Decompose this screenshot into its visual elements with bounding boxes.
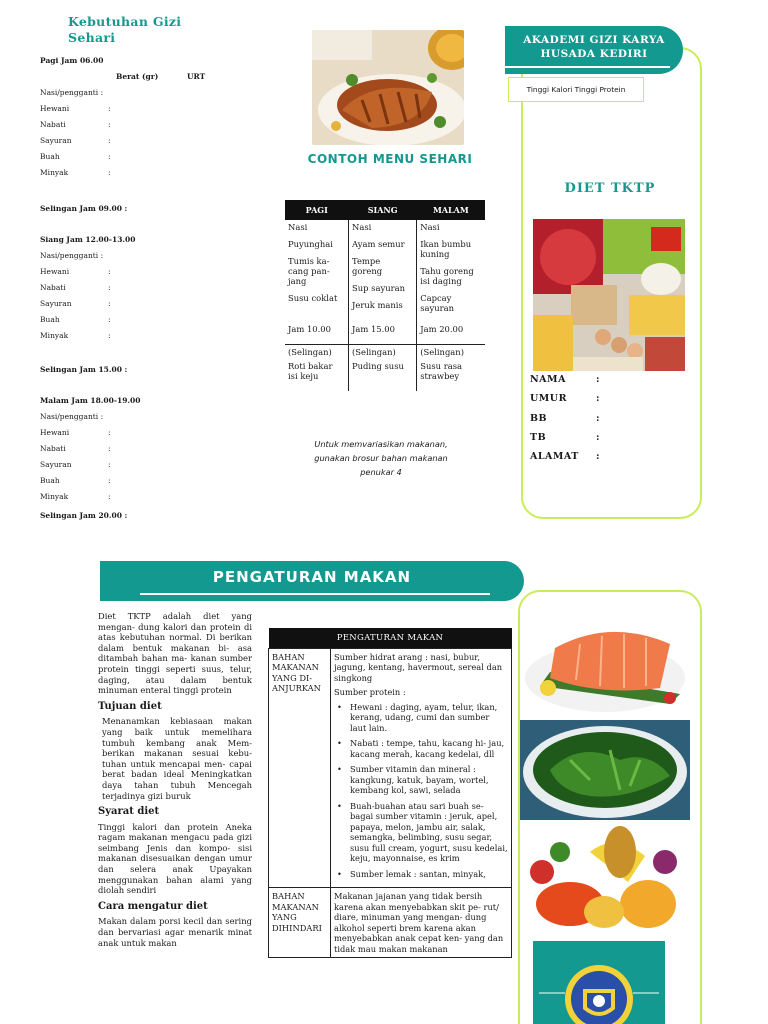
- menu-item: Nasi: [420, 222, 440, 232]
- snack-text: Puding susu: [352, 360, 404, 371]
- column-urt: URT: [187, 72, 206, 81]
- kebutuhan-item: Nabati: [40, 120, 66, 129]
- grilled-chicken-photo: [312, 30, 464, 145]
- kebutuhan-item: Sayuran: [40, 136, 72, 145]
- meal-malam-heading: Malam Jam 18.00-19.00: [40, 396, 141, 405]
- anjurkan-label: BAHAN MAKANAN YANG DI- ANJURKAN: [269, 648, 331, 888]
- jam-malam: Jam 20.00: [417, 322, 485, 344]
- menu-item: Jeruk manis: [352, 300, 403, 310]
- kebutuhan-item: Sayuran: [40, 460, 72, 469]
- menu-item: Tahu goreng isi daging: [420, 266, 474, 286]
- jam-pagi: Jam 10.00: [288, 324, 331, 334]
- snack-pagi: [285, 344, 349, 391]
- snack-text: Susu rasa strawbey: [420, 360, 463, 381]
- field-bb: BB: [530, 413, 548, 424]
- tujuan-text: Menanamkan kebiasaan makan yang baik untuk memelihara tumbuh kembang anak Mem- berikan makanan sesuai kebu- tuhan untuk mencapai men- capai berat badan ideal Meningkatkan daya tahan tubuh Mencegah terjadinya gizi buruk: [102, 716, 252, 801]
- kebutuhan-colon: :: [108, 331, 111, 340]
- kebutuhan-item: Nasi/pengganti :: [40, 88, 104, 97]
- header-malam: MALAM: [417, 200, 485, 220]
- kebutuhan-item: Nabati: [40, 444, 66, 453]
- fruit-assortment-photo: [520, 822, 690, 935]
- jam-siang: Jam 15.00: [349, 322, 417, 344]
- kebutuhan-colon: :: [108, 168, 111, 177]
- menu-item: Ikan bumbu kuning: [420, 239, 472, 259]
- meal-pagi-heading: Pagi Jam 06.00: [40, 56, 104, 65]
- akademi-logo: [533, 941, 665, 1024]
- field-colon: :: [596, 451, 600, 462]
- menu-pagi-cell: [285, 220, 349, 322]
- kebutuhan-item: Buah: [40, 152, 60, 161]
- kebutuhan-gizi-title: [68, 14, 188, 46]
- diet-description: [98, 611, 252, 950]
- kebutuhan-colon: :: [108, 444, 111, 453]
- kebutuhan-colon: :: [108, 315, 111, 324]
- food-source-list: [334, 702, 508, 880]
- list-item: • Sumber lemak : santan, minyak,: [334, 869, 508, 880]
- kebutuhan-item: Hewani: [40, 104, 70, 113]
- tujuan-heading: Tujuan diet: [98, 700, 162, 712]
- list-item: • Sumber vitamin dan mineral : kangkung, katuk, bayam, wortel, kembang kol, sawi, selada: [334, 764, 508, 796]
- hidrat-text: Sumber hidrat arang : nasi, bubur, jagung, kentang, havermout, sereal dan singkong: [334, 651, 503, 683]
- protein-label: Sumber protein :: [334, 687, 406, 697]
- menu-item: Tumis ka- cang pan- jang: [288, 256, 330, 286]
- kebutuhan-colon: :: [108, 136, 111, 145]
- snack-text: Roti bakar isi keju: [288, 360, 333, 381]
- column-berat: Berat (gr): [116, 72, 159, 81]
- kebutuhan-colon: :: [108, 476, 111, 485]
- field-colon: :: [596, 393, 600, 404]
- diet-tktp-title: DIET TKTP: [564, 181, 656, 196]
- list-item: • Nabati : tempe, tahu, kacang hi- jau, kacang merah, kacang kedelai, dll: [334, 738, 508, 759]
- kebutuhan-colon: :: [108, 492, 111, 501]
- list-item: • Buah-buahan atau sari buah se- bagai sumber vitamin : jeruk, apel, papaya, melon, jambu air, salak, semangka, belimbing, susu segar, susu full cream, yogurt, susu kedelai, keju, mayonnaise, es krim: [334, 801, 508, 864]
- menu-item: Tempe goreng: [352, 256, 383, 276]
- syarat-text: Tinggi kalori dan protein Aneka ragam makanan mengacu pada gizi seimbang Jenis dan kompo- sisi makanan disesuaikan dengan umur dan selera anak Upayakan menggunakan bahan alami yang diolah sendiri: [98, 821, 252, 896]
- tktp-subtitle: Tinggi Kalori Tinggi Protein: [508, 77, 644, 102]
- kebutuhan-item: Hewani: [40, 267, 70, 276]
- kebutuhan-colon: :: [108, 152, 111, 161]
- akademi-line-2: HUSADA KEDIRI: [540, 48, 648, 60]
- cara-heading: Cara mengatur diet: [98, 900, 208, 912]
- selingan-label: (Selingan): [420, 346, 464, 357]
- title-line-2: Sehari: [68, 30, 116, 45]
- menu-item: Nasi: [352, 222, 372, 232]
- diet-intro: Diet TKTP adalah diet yang mengan- dung kalori dan protein di atas kebutuhan normal. Di berikan dalam bentuk makanan bi- asa ditambah bahan ma- kanan sumber protein tinggi seperti suus, telur, daging, atau dalam bentuk minuman enteral tinggi protein: [98, 611, 252, 696]
- list-item: • Hewani : daging, ayam, telur, ikan, kerang, udang, cumi dan sumber laut lain.: [334, 702, 508, 734]
- kebutuhan-item: Buah: [40, 315, 60, 324]
- kebutuhan-item: Buah: [40, 476, 60, 485]
- variasi-note: Untuk memvariasikan makanan, gunakan brosur bahan makanan penukar 4: [314, 439, 448, 477]
- selingan-heading: Selingan Jam 15.00 :: [40, 365, 128, 374]
- menu-item: Nasi: [288, 222, 308, 232]
- kebutuhan-item: Minyak: [40, 492, 69, 501]
- snack-siang: [349, 344, 417, 391]
- kebutuhan-colon: :: [108, 460, 111, 469]
- kebutuhan-item: Nasi/pengganti :: [40, 251, 104, 260]
- kebutuhan-item: Minyak: [40, 331, 69, 340]
- kebutuhan-colon: :: [108, 104, 111, 113]
- selingan-label: (Selingan): [352, 346, 396, 357]
- kebutuhan-colon: :: [108, 267, 111, 276]
- contoh-menu-title: CONTOH MENU SEHARI: [307, 152, 473, 166]
- header-siang: SIANG: [349, 200, 417, 220]
- akademi-line-1: AKADEMI GIZI KARYA: [523, 34, 665, 46]
- snack-malam: [417, 344, 485, 391]
- kebutuhan-colon: :: [108, 283, 111, 292]
- kebutuhan-item: Hewani: [40, 428, 70, 437]
- banner-underline: [505, 66, 670, 68]
- syarat-heading: Syarat diet: [98, 806, 160, 818]
- menu-item: Puyunghai: [288, 239, 333, 249]
- pengaturan-makan-table: [268, 628, 512, 958]
- anjurkan-content: [331, 648, 512, 888]
- meal-siang-heading: Siang Jam 12.00-13.00: [40, 235, 136, 244]
- kebutuhan-item: Nasi/pengganti :: [40, 412, 104, 421]
- pengaturan-makan-banner: PENGATURAN MAKAN: [100, 561, 524, 601]
- kebutuhan-item: Nabati: [40, 283, 66, 292]
- field-nama: NAMA: [530, 374, 566, 385]
- kebutuhan-item: Sayuran: [40, 299, 72, 308]
- menu-item: Sup sayuran: [352, 283, 405, 293]
- menu-siang-cell: [349, 220, 417, 322]
- header-pagi: PAGI: [285, 200, 349, 220]
- field-alamat: ALAMAT: [530, 451, 579, 462]
- hindari-label: BAHAN MAKANAN YANG DIHINDARI: [269, 888, 331, 958]
- kebutuhan-item: Minyak: [40, 168, 69, 177]
- kebutuhan-colon: :: [108, 428, 111, 437]
- selingan-label: (Selingan): [288, 346, 332, 357]
- title-line-1: Kebutuhan Gizi: [68, 14, 182, 29]
- kebutuhan-colon: :: [108, 299, 111, 308]
- salmon-photo: [520, 608, 690, 718]
- field-colon: :: [596, 432, 600, 443]
- selingan-heading: Selingan Jam 20.00 :: [40, 511, 128, 520]
- banner-underline: [140, 593, 490, 595]
- field-colon: :: [596, 374, 600, 385]
- kebutuhan-colon: :: [108, 120, 111, 129]
- hindari-text: Makanan jajanan yang tidak bersih karena akan menyebabkan skit pe- rut/ diare, minuman yang mengan- dung alkohol seperti brem karena akan menyebabkan anak cepat ken- yang dan tidak mau makan makanan: [331, 888, 512, 958]
- cara-text: Makan dalam porsi kecil dan sering dan bervariasi agar menarik minat anak untuk makan: [98, 916, 252, 948]
- menu-malam-cell: [417, 220, 485, 322]
- field-colon: :: [596, 413, 600, 424]
- selingan-heading: Selingan Jam 09.00 :: [40, 204, 128, 213]
- menu-item: Capcay sayuran: [420, 293, 455, 313]
- pm-table-header: PENGATURAN MAKAN: [269, 628, 512, 648]
- menu-item: Ayam semur: [352, 239, 405, 249]
- protein-foods-photo: [533, 219, 685, 371]
- contoh-menu-table: [285, 200, 485, 391]
- field-tb: TB: [530, 432, 547, 443]
- menu-item: Susu coklat: [288, 293, 338, 303]
- field-umur: UMUR: [530, 393, 567, 404]
- vegetable-soup-photo: [520, 720, 690, 820]
